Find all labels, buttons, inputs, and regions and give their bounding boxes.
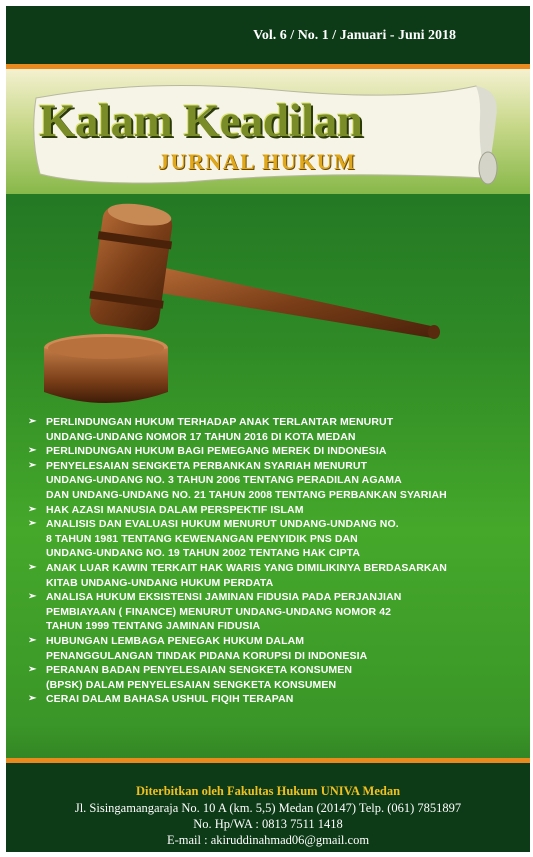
arrow-bullet-icon: ➢ xyxy=(28,459,37,471)
journal-subtitle: JURNAL HUKUM xyxy=(158,149,357,174)
arrow-bullet-icon: ➢ xyxy=(28,518,37,530)
article-item: ➢ PERLINDUNGAN HUKUM TERHADAP ANAK TERLANTAR MENURUT UNDANG-UNDANG NOMOR 17 TAHUN 2016 DI KOTA MEDAN xyxy=(28,416,394,443)
journal-cover xyxy=(6,6,530,852)
arrow-bullet-icon: ➢ xyxy=(28,693,37,705)
article-list xyxy=(28,415,528,707)
article-item: ➢ PERANAN BADAN PENYELESAIAN SENGKETA KONSUMEN (BPSK) DALAM PENYELESAIAN SENGKETA KONSUMEN xyxy=(28,664,353,691)
email-text: E-mail : akiruddinahmad06@gmail.com xyxy=(166,833,370,847)
arrow-bullet-icon: ➢ xyxy=(28,591,37,603)
arrow-bullet-icon: ➢ xyxy=(28,445,37,457)
arrow-bullet-icon: ➢ xyxy=(28,561,37,573)
article-item: ➢ ANAK LUAR KAWIN TERKAIT HAK WARIS YANG DIMILIKINYA BERDASARKAN KITAB UNDANG-UNDANG HUKUM PERDATA xyxy=(28,561,447,589)
arrow-bullet-icon: ➢ xyxy=(28,503,37,515)
article-item: ➢ HUBUNGAN LEMBAGA PENEGAK HUKUM DALAM PENANGGULANGAN TINDAK PIDANA KORUPSI DI INDONESIA xyxy=(28,634,368,662)
publisher-text: Diterbitkan oleh Fakultas Hukum UNIVA Medan xyxy=(135,784,401,798)
arrow-bullet-icon: ➢ xyxy=(28,416,37,427)
article-item: ➢ ANALISA HUKUM EKSISTENSI JAMINAN FIDUSIA PADA PERJANJIAN PEMBIAYAAN ( FINANCE) MENURUT UNDANG-UNDANG NOMOR 42 TAHUN 1999 TENTANG JAMINAN FIDUSIA xyxy=(28,591,402,633)
article-item: ➢ PERLINDUNGAN HUKUM BAGI PEMEGANG MEREK DI INDONESIA xyxy=(28,445,387,458)
arrow-bullet-icon: ➢ xyxy=(28,664,37,676)
gavel-icon xyxy=(36,196,446,421)
article-item: ➢ CERAI DALAM BAHASA USHUL FIQIH TERAPAN xyxy=(28,693,294,706)
article-item: ➢ PENYELESAIAN SENGKETA PERBANKAN SYARIAH MENURUT UNDANG-UNDANG NO. 3 TAHUN 2006 TENTANG PERADILAN AGAMA DAN UNDANG-UNDANG NO. 21 TAHUN 2008 TENTANG PERBANKAN SYARIAH xyxy=(28,459,447,501)
volume-info: Vol. 6 / No. 1 / Januari - Juni 2018 xyxy=(253,28,456,43)
top-bar xyxy=(6,6,530,64)
address-text: Jl. Sisingamangaraja No. 10 A (km. 5,5) Medan (20147) Telp. (061) 7851897 xyxy=(74,801,462,815)
article-item: ➢ HAK AZASI MANUSIA DALAM PERSPEKTIF ISLAM xyxy=(28,503,304,516)
arrow-bullet-icon: ➢ xyxy=(28,634,37,646)
phone-text: No. Hp/WA : 0813 7511 1418 xyxy=(193,817,343,831)
journal-title: Kalam Keadilan xyxy=(39,95,363,147)
article-item: ➢ ANALISIS DAN EVALUASI HUKUM MENURUT UNDANG-UNDANG NO. 8 TAHUN 1981 TENTANG KEWENANGAN PENYIDIK PNS DAN UNDANG-UNDANG NO. 19 TAHUN 2002 TENTANG HAK CIPTA xyxy=(28,518,399,560)
